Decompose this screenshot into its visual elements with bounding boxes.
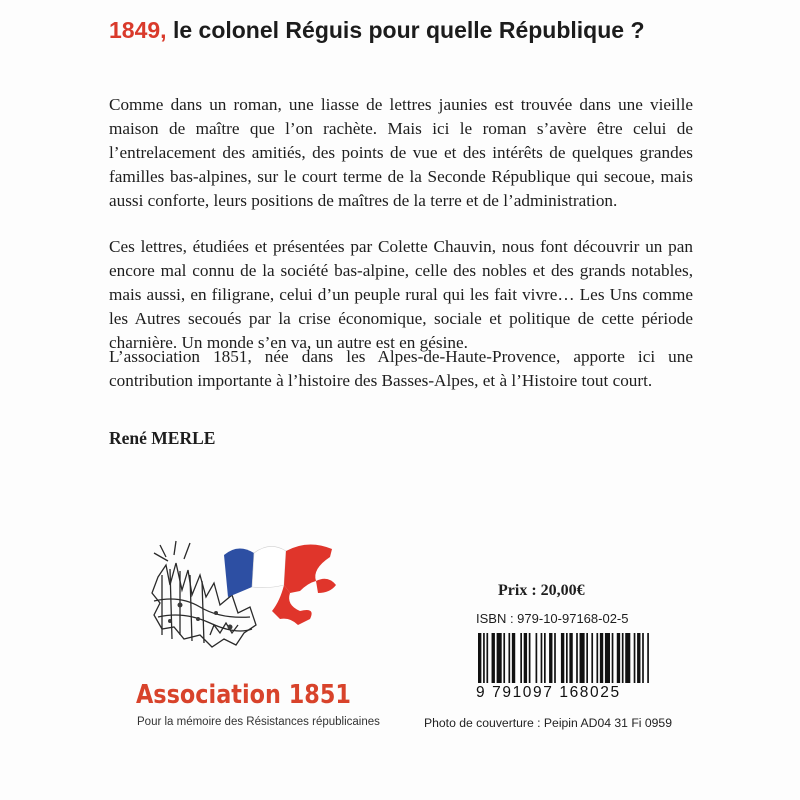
paragraph-1: Comme dans un roman, une liasse de lettres jaunies est trouvée dans une vieille maison de maître que l’on rachète. Mais ici le roman s’avère être celui de l’entrelacement des amitiés, des points de vue et des intérêts de quelques grandes familles bas-alpines, sur le court terme de la Seconde République qui secoue, mais aussi conforte, leurs positions de maîtres de la terre et de l’administration.: [109, 95, 693, 210]
price-label: Prix : 20,00€: [498, 582, 585, 599]
barcode-digits: 9 791097 168025: [476, 684, 621, 701]
barcode-icon: [476, 633, 656, 689]
association-logo-icon: [140, 535, 350, 655]
paragraph-2: Ces lettres, étudiées et présentées par Colette Chauvin, nous font découvrir un pan encore mal connu de la société bas-alpine, celle des nobles et des grands notables, mais aussi, en filigrane, celui d’un peuple rural qui les fait vivre… Les Uns comme les Autres secoués par la crise économique, sociale et politique de cette période charnière. Un monde s’en va, un autre est en gésine.: [109, 237, 693, 352]
paragraph-3: L’association 1851, née dans les Alpes-de-Haute-Provence, apporte ici une contribution importante à l’histoire des Basses-Alpes, et à l’Histoire tout court.: [109, 347, 693, 390]
photo-credit: Photo de couverture : Peipin AD04 31 Fi 0959: [424, 716, 672, 730]
author-signature: René MERLE: [109, 428, 216, 448]
association-name: Association 1851: [136, 680, 351, 710]
book-title: [109, 14, 669, 46]
association-tagline: Pour la mémoire des Résistances républicaines: [137, 716, 380, 728]
isbn-label: ISBN : 979-10-97168-02-5: [476, 611, 629, 626]
title-text: le colonel Réguis pour quelle République ?: [166, 17, 645, 43]
title-year: 1849,: [109, 17, 167, 43]
